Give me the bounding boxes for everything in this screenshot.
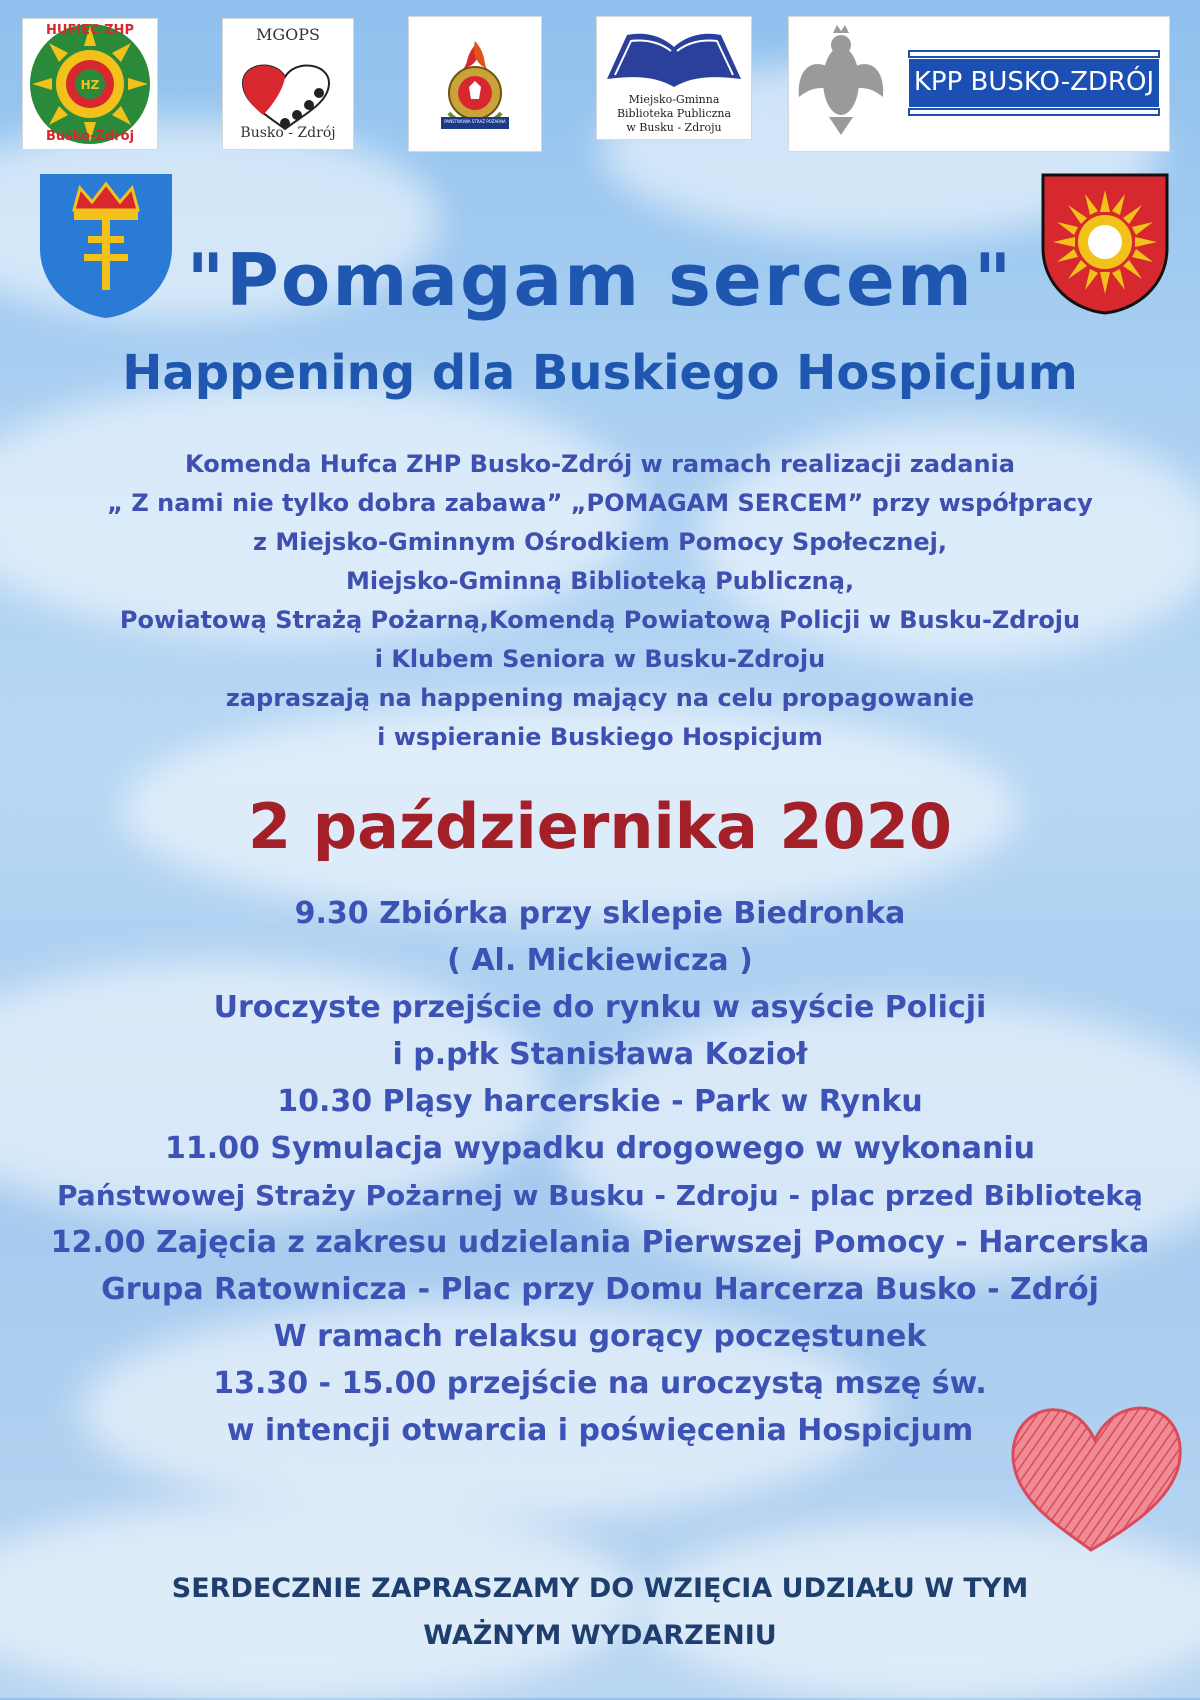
library-logo <box>596 16 752 140</box>
kpp-logo <box>788 16 1170 152</box>
mgops-logo <box>222 18 354 150</box>
intro-line: Komenda Hufca ZHP Busko-Zdrój w ramach realizacji zadania <box>185 450 1015 478</box>
mgops-logo-bottom-text: Busko - Zdrój <box>240 125 336 141</box>
program-item: Grupa Ratownicza - Plac przy Domu Harcerza Busko - Zdrój <box>101 1272 1099 1307</box>
kpp-logo-text: KPP BUSKO-ZDRÓJ <box>913 67 1155 97</box>
program-item: 9.30 Zbiórka przy sklepie Biedronka <box>294 896 906 931</box>
program-list <box>0 890 1200 1454</box>
intro-line: i wspieranie Buskiego Hospicjum <box>377 723 823 751</box>
page-title: "Pomagam sercem" <box>186 238 1014 322</box>
program-item: 11.00 Symulacja wypadku drogowego w wykonaniu <box>165 1131 1035 1166</box>
closing-line: WAŻNYM WYDARZENIU <box>423 1620 777 1651</box>
library-logo-line-3: w Busku - Zdroju <box>626 121 722 134</box>
program-item: 12.00 Zajęcia z zakresu udzielania Pierwszej Pomocy - Harcerska <box>50 1225 1150 1260</box>
program-item: 10.30 Pląsy harcerskie - Park w Rynku <box>277 1084 923 1119</box>
intro-line: z Miejsko-Gminnym Ośrodkiem Pomocy Społecznej, <box>253 528 947 556</box>
hufiec-zhp-logo <box>22 18 158 150</box>
library-logo-caption <box>597 93 751 135</box>
library-logo-line-2: Biblioteka Publiczna <box>616 107 732 120</box>
page-subtitle: Happening dla Buskiego Hospicjum <box>122 345 1078 401</box>
intro-paragraph <box>0 445 1200 757</box>
hufiec-zhp-logo-bottom-text: Busko-Zdrój <box>45 129 135 144</box>
event-date: 2 października 2020 <box>248 790 952 863</box>
intro-line: „ Z nami nie tylko dobra zabawa” „POMAGAM SERCEM” przy współpracy <box>107 489 1093 517</box>
program-item: Państwowej Straży Pożarnej w Busku - Zdroju - plac przed Biblioteką <box>57 1179 1143 1212</box>
program-item: w intencji otwarcia i poświęcenia Hospicjum <box>226 1413 974 1448</box>
heart-doodle-icon <box>1005 1390 1187 1558</box>
psp-logo-text: PAŃSTWOWA STRAŻ POŻARNA <box>444 119 506 124</box>
closing-invitation <box>0 1565 1200 1659</box>
eagle-icon <box>799 25 884 135</box>
psp-logo <box>408 16 542 152</box>
hufiec-zhp-logo-top-text: HUFIEC ZHP <box>46 23 134 38</box>
library-logo-line-1: Miejsko-Gminna <box>628 93 720 106</box>
program-item: W ramach relaksu gorący poczęstunek <box>273 1319 927 1354</box>
intro-line: Miejsko-Gminną Biblioteką Publiczną, <box>345 567 855 595</box>
program-item: Uroczyste przejście do rynku w asyście Policji <box>213 990 987 1025</box>
closing-line: SERDECZNIE ZAPRASZAMY DO WZIĘCIA UDZIAŁU W TYM <box>171 1573 1029 1604</box>
intro-line: Powiatową Strażą Pożarną,Komendą Powiatową Policji w Busku-Zdroju <box>119 606 1081 634</box>
svg-text:HZ: HZ <box>80 78 100 92</box>
intro-line: i Klubem Seniora w Busku-Zdroju <box>374 645 826 673</box>
mgops-logo-top-text: MGOPS <box>255 25 320 44</box>
program-item: i p.płk Stanisława Kozioł <box>392 1037 808 1072</box>
program-item: 13.30 - 15.00 przejście na uroczystą mszę św. <box>213 1366 987 1401</box>
program-item: ( Al. Mickiewicza ) <box>447 943 753 978</box>
intro-line: zapraszają na happening mający na celu propagowanie <box>225 684 975 712</box>
